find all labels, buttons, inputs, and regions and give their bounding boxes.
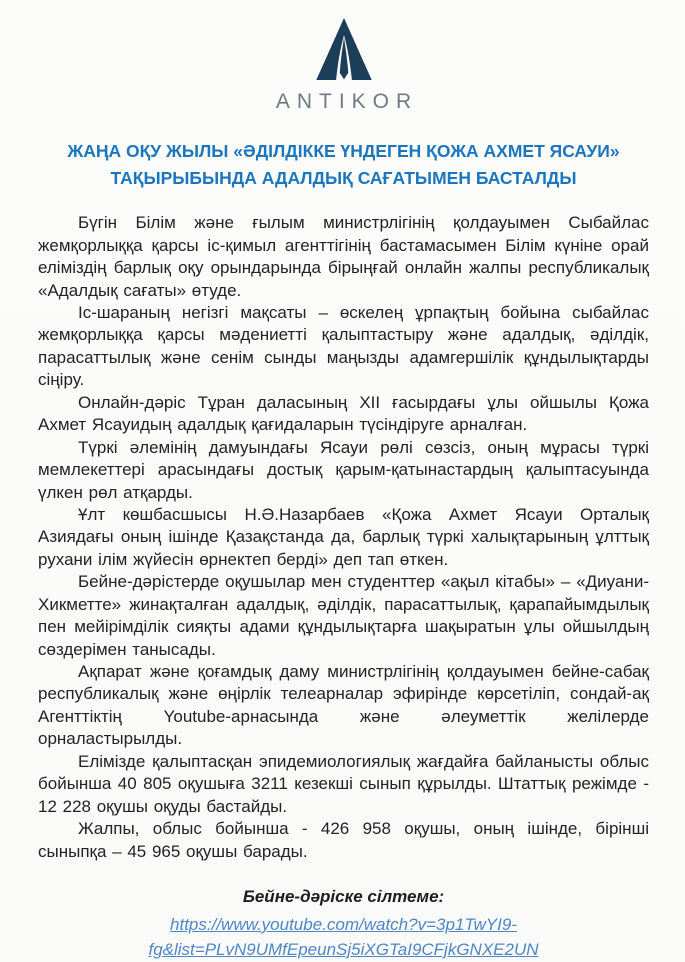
body-paragraph: Жалпы, облыс бойынша - 426 958 оқушы, оның ішінде, бірінші сыныпқа – 45 965 оқушы барады.	[38, 819, 649, 861]
page-title	[38, 138, 649, 192]
antikor-logo-icon	[308, 16, 380, 82]
youtube-link[interactable]	[148, 913, 538, 962]
body-paragraph: Онлайн-дәріс Тұран даласының XII ғасырдағы ұлы ойшылы Қожа Ахмет Ясауидың адалдық қағидаларын түсіндіруге арналған.	[38, 392, 649, 435]
body-paragraph: Бүгін Білім және ғылым министрлігінің қолдауымен Сыбайлас жемқорлыққа қарсы іс-қимыл агенттігінің бастамасымен Білім күніне орай еліміздің барлық оқу орындарында бірыңғай онлайн жалпы республикалық «Адалдық сағаты» өтуде.	[38, 213, 649, 300]
video-link-label: Бейне-дәріске сілтеме:	[242, 886, 445, 906]
document-body	[38, 212, 649, 863]
youtube-link-line-1: https://www.youtube.com/watch?v=3p1TwYI9-	[170, 914, 517, 934]
body-paragraph: Іс-шараның негізгі мақсаты – өскелең ұрпақтың бойына сыбайлас жемқорлыққа қарсы мәдениетті қалыптастыру және адалдық, әділдік, парасаттылық және сенім сынды маңызды адамгершілік құндылықтарды сіңіру.	[38, 303, 649, 390]
youtube-link-line-2: fg&list=PLvN9UMfEpeunSj5iXGTaI9CFjkGNXE2UN	[148, 939, 539, 959]
body-paragraph: Ұлт көшбасшысы Н.Ә.Назарбаев «Қожа Ахмет Ясауи Орталық Азиядағы оның ішінде Қазақстанда да, барлық түркі халықтарының ұлттық рухани ілім жүйесін өрнектеп берді» деп тап өткен.	[38, 504, 649, 569]
body-paragraph: Бейне-дәрістерде оқушылар мен студенттер «ақыл кітабы» – «Диуани-Хикметте» жинақталған адалдық, әділдік, парасаттылық, қарапайымдылық пен мейірімділік сияқты адами құндылықтарға шақыратын ұлы ойшылдың сөздерімен танысады.	[38, 572, 649, 659]
antikor-wordmark: ANTIKOR	[275, 90, 419, 113]
document-header	[38, 16, 649, 114]
page-title-line-2: ТАҚЫРЫБЫНДА АДАЛДЫҚ САҒАТЫМЕН БАСТАЛДЫ	[110, 168, 577, 189]
page-title-line-1: ЖАҢА ОҚУ ЖЫЛЫ «ӘДІЛДІККЕ ҮНДЕГЕН ҚОЖА АХМЕТ ЯСАУИ»	[67, 141, 620, 161]
body-paragraph: Ақпарат және қоғамдық даму министрлігінің қолдауымен бейне-сабақ республикалық және өңірлік телеарналар эфирінде көрсетіліп, сондай-ақ Агенттіктің Youtube-арнасында және әлеуметтік желілерде орналастырылды.	[38, 662, 649, 749]
body-paragraph: Елімізде қалыптасқан эпидемиологиялық жағдайға байланысты облыс бойынша 40 805 оқушыға 3211 кезекші сынып құрылды. Штаттық режімде - 12 228 оқушы оқуды бастайды.	[38, 751, 649, 816]
document-footer	[38, 887, 649, 962]
body-paragraph: Түркі әлемінің дамуындағы Ясауи рөлі сөзсіз, оның мұрасы түркі мемлекеттері арасындағы достық қарым-қатынастардың қалыптасуында үлкен рөл атқарды.	[38, 437, 649, 502]
